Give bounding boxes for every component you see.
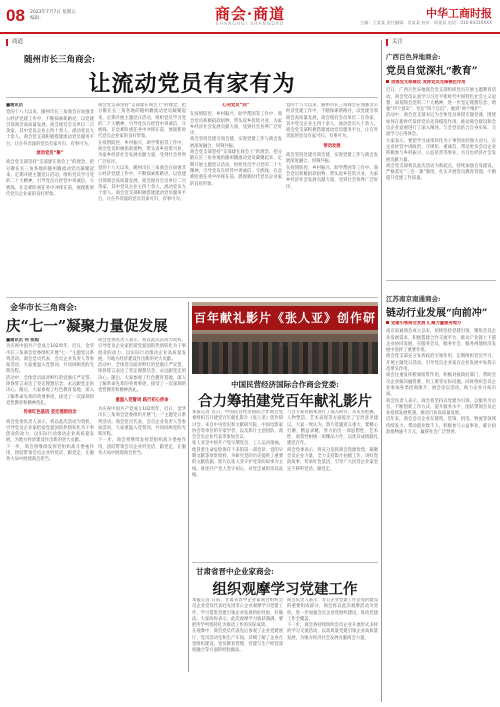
paragraph: 大家表示，要把学习成果转化为干事创业的强大动力，在企业经营中讲政治、守规矩、重诚信，带动更多会员企业积极参与乡村振兴、公益慈善等事业，为百色经济社会发展贡献力量。 bbox=[386, 138, 496, 163]
paragraph: 商会坚持党建引领会建，实现党建工作与商会发展深度融合、同频共振。 bbox=[286, 153, 378, 165]
paragraph: 商会党支部将以此次活动为新起点，持续加强自身建设，严格落实“三会一课”制度，扎实开展党员教育管理，不断提升党建工作质量。 bbox=[386, 163, 496, 182]
divider bbox=[386, 280, 496, 281]
article3-kicker: 中国民营经济国际合作商会党委: bbox=[231, 380, 339, 389]
box-title-text: 加强党支部建设 发挥党员先锋模范作用 bbox=[391, 80, 466, 85]
divider bbox=[6, 97, 378, 98]
paragraph: 商会党委表示，将充分发挥商会资源优势，凝聚会员企业力量，全力支持影片拍摄工作，讲好党的故事，传承红色基因，引导广大民营企业家坚定不移听党话、跟党走。 bbox=[287, 447, 378, 472]
paragraph: 近年来，商会会员企业在建筑、装饰、机电、物流等领域持续发力，带动就业数千人，积极参与公益事业，累计捐款捐物逾千万元，赢得社会广泛赞誉。 bbox=[386, 417, 496, 436]
sidebar1-headline: 党员自觉深扎“教育” bbox=[386, 66, 478, 77]
paragraph: 与会专家对剧本进行了深入研讨，从史实把握、人物塑造、艺术表现等方面提出了宝贵意见建议。大家一致认为，影片选题意义重大，要精心打磨、精益求精，努力拍出一部思想性、艺术性、观赏性相统一的精品力作，以优异成绩献礼建党百年。 bbox=[287, 410, 378, 447]
date-line bbox=[30, 10, 76, 22]
paragraph: 为庆祝中国共产党成立102周年，近日，金华市长三角商会党委组织开展“七一”主题党日系列活动。商会党员代表、会员企业负责人等参加活动，大家重温入党誓词，共同回顾党的光辉历程。 bbox=[6, 344, 94, 375]
column-tag-left: 商道 bbox=[6, 39, 23, 46]
byline: ■通讯员 bbox=[6, 103, 23, 108]
paragraph: 活动中，全体党员面对鲜红的党旗庄严宣誓，铮铮誓言表达了坚定理想信念、永远跟党走的决心。随后，大家参观了红色教育基地，深入了解革命先辈的英勇事迹，接受了一次深刻的党性教育和精神洗礼。 bbox=[98, 363, 186, 394]
article4-kicker: 甘肃省晋中企业家商会: bbox=[196, 567, 274, 576]
paragraph: 为庆祝中国共产党成立102周年，近日，金华市长三角商会党委组织开展“七一”主题党日系列活动。商会党员代表、会员企业负责人等参加活动，大家重温入党誓词，共同回顾党的光辉历程。 bbox=[98, 406, 186, 438]
paragraph: 商会负责人表示，非公企业党建工作是党的建设的重要组成部分，商会将以此次观摩活动为契机，进一步加强会员企业党组织建设，推动党建工作全覆盖。 bbox=[287, 598, 378, 622]
subhead: 重温入党誓词 践行初心使命 bbox=[115, 397, 169, 403]
paragraph: 商会党支部坚持“支部建在商会上”的理念，把分散在长三角各地的随州籍流动党员凝聚起来，定期开展主题党日活动，组织党员学习党的二十大精神，引导党员在经营中讲诚信、守底线，在急难险重任务中冲锋在前，展现新时代党员企业家的良好形象。 bbox=[98, 103, 186, 140]
column-divider bbox=[381, 40, 382, 702]
paragraph: 商会注重发挥桥梁纽带作用，积极对接政府部门，帮助会员企业解决融资难、用工难等实际问题。同时组织会员企业参加各类招商推介、展会论坛活动，助力企业开拓市场。 bbox=[386, 373, 496, 398]
article1-kicker: 随州市长三角商会: bbox=[24, 55, 96, 65]
sidebar2-kicker: 江苏南京南通商会: bbox=[386, 295, 441, 303]
section-title: 商会·商道 bbox=[214, 5, 286, 23]
paragraph: 在疫情防控、乡村振兴、助学帮困等工作中，商会党员积极捐款捐物，带头返乡投资兴业，为家乡经济社会发展贡献力量，受到社会各界广泛好评。 bbox=[98, 140, 186, 165]
article2-headline: 庆“七一”凝聚力量促发展 bbox=[6, 318, 168, 335]
subhead: 心向党员“回” bbox=[222, 103, 250, 108]
photo-banner: 百年献礼影片《张人亚》创作研 bbox=[192, 306, 378, 330]
subhead: 流动党员“聚” bbox=[36, 151, 64, 157]
paragraph: 商会坚持党建引领会建，实现党建工作与商会发展深度融合、同频共振。 bbox=[190, 137, 282, 149]
photo-stage bbox=[192, 334, 378, 342]
paragraph: 活动中，商会党支部书记为全体党员讲授专题党课，围绕如何在新时代发挥党员先锋模范作用，推动商会建设和会员企业发展进行了深入阐述。与会党员结合自身实际，交流学习心得体会。 bbox=[386, 113, 496, 138]
article3-headline: 合力筹拍建党百年献礼影片 bbox=[198, 393, 372, 410]
issue-date: 2023年7月7日 星期五 bbox=[30, 10, 76, 15]
event-photo bbox=[192, 302, 378, 374]
paragraph: 本报记者 日前，甘肃省晋中企业家商会组织会员企业党员代表赴先进非公企业观摩学习党建工作，学习借鉴党建引领企业发展的好经验、好做法。大家纷纷表示，此次观摩学习收获满满，要把所学所悟转化为推动工作的实际成效。 bbox=[192, 598, 283, 629]
paragraph: 本报记者 近日，中国民营经济国际合作商会党委组织召开建党百年献礼影片《张人亚》创作研讨会。来自中央党史和文献研究院、中国电影家协会等单位的专家学者，以及影片主创团队、商会会员企业代表等参加会议。 bbox=[192, 410, 283, 441]
sidebar1-body bbox=[386, 80, 496, 275]
article1-col4 bbox=[286, 103, 378, 293]
page-number: 08 bbox=[6, 6, 25, 25]
photo-people bbox=[192, 342, 378, 374]
paragraph: 商会负责人表示，商会将坚持以党建为引领，以服务为宗旨，不断创新工作方式，提升服务水平，团结带领会员企业抢抓发展机遇，推动行业高质量发展。 bbox=[386, 398, 496, 417]
article2-kicker: 金华市长三角商会: bbox=[10, 302, 77, 312]
paragraph: 商会党支部坚持“支部建在商会上”的理念，把分散在长三角各地的随州籍流动党员凝聚起来，定期开展主题党日活动，组织党员学习党的二十大精神，引导党员在经营中讲诚信、守底线，在急难险重任务中冲锋在前，展现新时代党员企业家的良好形象。 bbox=[190, 150, 282, 187]
paragraph: 张人亚是中国共产党早期党员、工人运动领袖，他冒着生命危险保存下来的第一部党章、党的早期文献等珍贵资料，为研究党的历史提供了重要的文献依据。影片以张人亚守护党章的故事为主线，讲述共产党人坚守初心、对党忠诚的崇高品格。 bbox=[192, 441, 283, 478]
article2-col1 bbox=[6, 338, 94, 670]
sidebar2-headline: 链动行业发展“向前冲” bbox=[386, 308, 488, 319]
article1-col3 bbox=[190, 103, 282, 293]
article1-col1 bbox=[6, 103, 94, 293]
paragraph: 下一步，商会将持续组织会员企业开展形式多样的学习交流活动，以高质量党建引领企业高质量发展，为地方经济社会发展贡献商会力量。 bbox=[287, 623, 378, 641]
subhead: 带动发展 bbox=[323, 143, 341, 149]
box-title-text: 党建引领商会发展 汇聚力量服务地方 bbox=[391, 321, 462, 326]
paragraph: 下一步，商会将继续发挥党组织战斗堡垒作用，团结带领会员企业听党话、跟党走，在服务大局中展现商会担当。 bbox=[6, 444, 94, 463]
article1-headline: 让流动党员有家有为 bbox=[88, 71, 296, 97]
article2-col2 bbox=[98, 338, 186, 670]
paragraph: 商会党支部充分发挥政治引领作用，定期组织党员学习，开展主题党日活动，引导党员企业家在企业发展中发挥示范带头作用。 bbox=[386, 354, 496, 373]
bullet-icon bbox=[386, 80, 389, 83]
paragraph: 商会党委负责人表示，将以此次活动为契机，引导党员企业家把爱党爱国的热情转化为干事创业的动力，以实际行动推动企业高质量发展，为地方经济建设作出新的更大贡献。 bbox=[98, 338, 186, 362]
paragraph: 下一步，商会将继续发挥党组织战斗堡垒作用，团结带领会员企业听党话、跟党走，在服务大局中展现商会担当。 bbox=[98, 438, 186, 457]
contact-line: 主编：王某某 责任编辑：肖某某 校对：周某某 电话：010-8431XXXX bbox=[360, 20, 492, 25]
article4-col2 bbox=[287, 598, 378, 700]
paragraph: 在疫情防控、乡村振兴、助学帮困等工作中，商会党员积极捐款捐物，带头返乡投资兴业，为家乡经济社会发展贡献力量，受到社会各界广泛好评。 bbox=[190, 112, 282, 137]
column-divider bbox=[188, 302, 189, 672]
paragraph: 南京南通商会成立以来，始终坚持党建引领，聚焦会员企业发展需求，积极搭建合作交流平台，推动产业链上下游企业协同发展，在服务会员、服务社会、服务两地经济发展中发挥了重要作用。 bbox=[386, 329, 496, 354]
article3-col2 bbox=[287, 410, 378, 558]
paragraph: 在疫情防控、乡村振兴、助学帮困等工作中，商会党员积极捐款捐物，带头返乡投资兴业，为家乡经济社会发展贡献力量，受到社会各界广泛好评。 bbox=[286, 165, 378, 190]
sidebar2-box-title bbox=[386, 321, 496, 327]
paragraph: 活动中，全体党员面对鲜红的党旗庄严宣誓，铮铮誓言表达了坚定理想信念、永远跟党走的决心。随后，大家参观了红色教育基地，深入了解革命先辈的英勇事迹，接受了一次深刻的党性教育和精神洗礼。 bbox=[6, 375, 94, 406]
divider bbox=[6, 297, 378, 298]
byline: ■通讯员 何 张超 bbox=[6, 338, 39, 343]
column-tag-right: 关注 bbox=[386, 39, 403, 46]
article4-col1 bbox=[192, 598, 283, 700]
article4-headline: 组织观摩学习党建工作 bbox=[212, 581, 358, 598]
paragraph: 在观摩中，商会党员代表先后参观了企业党建展厅、党员活动室和生产车间，详细了解了企业在党组织建设、党员教育管理、党建与生产经营深度融合等方面的经验做法。 bbox=[192, 629, 283, 654]
sidebar2-body bbox=[386, 321, 496, 701]
section-pinyin: SHANGHUI SHANGDAO bbox=[215, 22, 285, 27]
editor-line: 编辑： bbox=[30, 16, 44, 21]
paragraph: 商会党支部坚持“支部建在商会上”的理念，把分散在长三角各地的随州籍流动党员凝聚起来，定期开展主题党日活动，组织党员学习党的二十大精神，引导党员在经营中讲诚信、守底线，在急难险重任务中冲锋在前，展现新时代党员企业家的良好形象。 bbox=[6, 160, 94, 197]
divider bbox=[192, 562, 378, 563]
bullet-icon bbox=[386, 321, 389, 324]
newspaper-logo: 中华工商时报 bbox=[426, 7, 492, 20]
paragraph: 商会党委负责人表示，将以此次活动为契机，引导党员企业家把爱党爱国的热情转化为干事创业的动力，以实际行动推动企业高质量发展，为地方经济建设作出新的更大贡献。 bbox=[6, 419, 94, 444]
sidebar1-kicker: 广西百色异地商会: bbox=[386, 53, 441, 61]
article1-col2 bbox=[98, 103, 186, 293]
article3-col1 bbox=[192, 410, 283, 558]
paragraph: 党的十八大以来，随州市长三角商会在加强非公经济党建工作中，不断探索新路径，以党建引领商会高质量发展。商会现有会员单位二百余家，其中党员企业主四十余人，流动党员九十余人。商会党支部积极搭建流动党员服务平台，让在外奔波的党员有家可归、有事可为。 bbox=[98, 165, 186, 203]
paragraph: 党的十八大以来，随州市长三角商会在加强非公经济党建工作中，不断探索新路径，以党建引领商会高质量发展。商会现有会员单位二百余家，其中党员企业主四十余人，流动党员九十余人。商会党支部积极搭建流动党员服务平台，让在外奔波的党员有家可归、有事可为。 bbox=[286, 103, 378, 140]
sidebar1-box-title bbox=[386, 80, 496, 86]
paragraph: 党的十八大以来，随州市长三角商会在加强非公经济党建工作中，不断探索新路径，以党建引领商会高质量发展。商会现有会员单位二百余家，其中党员企业主四十余人，流动党员九十余人。商会党支部积极搭建流动党员服务平台，让在外奔波的党员有家可归、有事可为。 bbox=[6, 110, 94, 147]
masthead bbox=[0, 0, 500, 34]
subhead: 传承红色基因 坚定理想信念 bbox=[23, 410, 77, 416]
paragraph: 近日，广西百色异地商会党支部组织党员开展主题教育活动。商会党员认真学习习近平新时代中国特色社会主义思想，深刻领会党的二十大精神，进一步坚定理想信念、增强“四个意识”、坚定“四个自信”、做到“两个维护”。 bbox=[386, 88, 496, 113]
